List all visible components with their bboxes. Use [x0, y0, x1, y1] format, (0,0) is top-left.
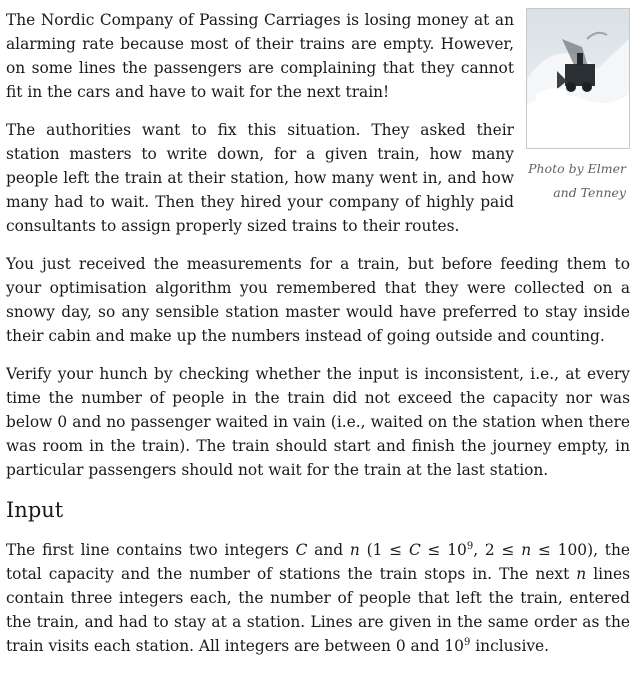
paragraph-3: You just received the measurements for a train, but before feeding them to your optimisation algorithm you remembered that they were collected on a snowy day, so any sensible station master would have preferred to stay inside their cabin and make up the numbers instead of going outside and counting.	[6, 255, 630, 345]
var-n: n	[349, 541, 360, 559]
photo-figure	[526, 8, 630, 205]
input-heading: Input	[6, 498, 64, 522]
paragraph-2: The authorities want to fix this situation. They asked their station masters to write down, for a given train, how many people left the train at their station, how many went in, and how many had to wait. Then they hired your company of highly paid consultants to assign properly sized trains to their routes.	[6, 121, 514, 235]
var-c: C	[295, 541, 308, 559]
caption-credit-link[interactable]: Elmer and Tenney	[553, 161, 626, 200]
paragraph-4: Verify your hunch by checking whether the input is inconsistent, i.e., at every time the number of people in the train did not exceed the capacity nor was below 0 and no passenger waited in vain (i.e., waited on the station when there was room in the train). The train should start and finish the journey empty, in particular passengers should not wait for the train at the last station.	[6, 365, 630, 479]
input-paragraph: The first line contains two integers C and n ($1 \le C \le 10^9$, 2 ≤ n ≤ 100), the total capacity and the number of stations the train stops in. The next n lines contain three integers each, the number of people that left the train, entered the train, and had to stay at a station. Lines are given in the same order as the train visits each station. All integers are between 0 and $10^9$ inclusive.	[6, 540, 631, 655]
paragraph-1: The Nordic Company of Passing Carriages is losing money at an alarming rate because most of their trains are empty. However, on some lines the passengers are complaining that they cannot fit in the cars and have to wait for the next train!	[6, 11, 514, 101]
caption-prefix: Photo by	[528, 161, 588, 176]
snow-train-photo	[526, 8, 630, 149]
photo-caption	[526, 157, 630, 205]
